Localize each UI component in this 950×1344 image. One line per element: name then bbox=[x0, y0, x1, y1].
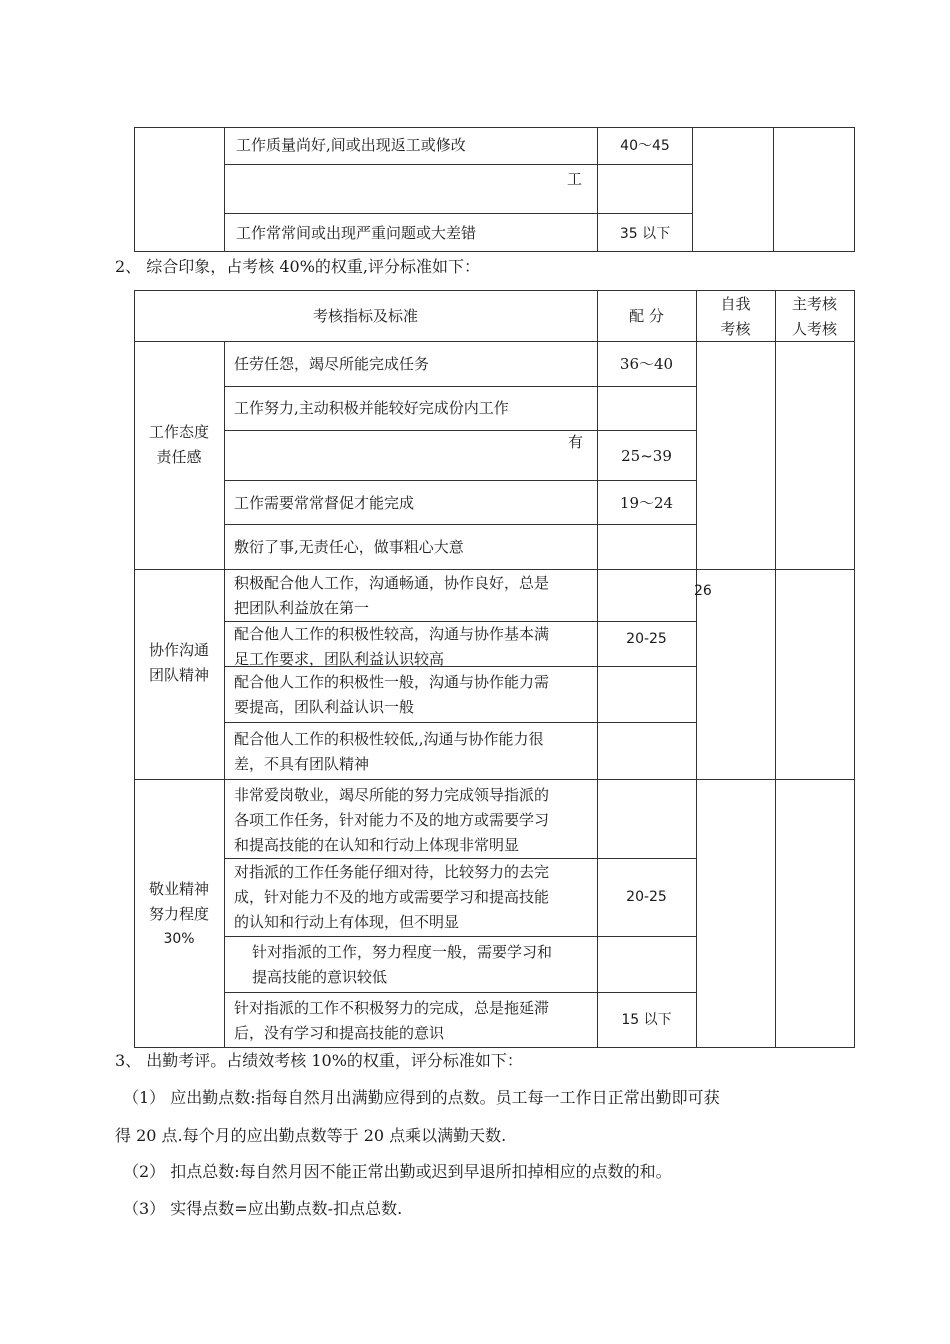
group-title-line2: 努力程度 bbox=[148, 905, 209, 923]
criterion-cell: 工作需要常常督促才能完成 bbox=[234, 494, 415, 512]
header-main-review bbox=[775, 292, 854, 342]
criterion-line: 配合他人工作的积极性一般，沟通与协作能力需 bbox=[234, 673, 550, 691]
criterion-cell bbox=[234, 670, 549, 720]
paragraph-1-line1: （1） 应出勤点数:指每自然月出满勤应得到的点数。员工每一工作日正常出勤即可获 bbox=[123, 1088, 720, 1107]
score-cell: 20-25 bbox=[626, 631, 667, 647]
table-cell: 工作质量尚好,间或出现返工或修改 bbox=[236, 136, 466, 154]
criterion-cell: 有 bbox=[568, 433, 584, 451]
criterion-line: 把团队利益放在第一 bbox=[234, 599, 370, 617]
header-criteria: 考核指标及标准 bbox=[312, 307, 418, 325]
criterion-cell bbox=[234, 860, 549, 935]
group-title-line3: 30% bbox=[163, 931, 195, 947]
criterion-line: 对指派的工作任务能仔细对待，比较努力的去完 bbox=[234, 863, 550, 881]
criterion-cell bbox=[234, 996, 549, 1046]
criterion-line: 和提高技能的在认知和行动上体现非常明显 bbox=[234, 836, 520, 854]
section-2-heading: 2、 综合印象，占考核 40%的权重,评分标准如下： bbox=[115, 257, 481, 276]
header-score: 配 分 bbox=[629, 307, 664, 325]
criterion-line: 配合他人工作的积极性较高，沟通与协作基本满 bbox=[234, 625, 550, 643]
criterion-line: 配合他人工作的积极性较低,,沟通与协作能力很 bbox=[234, 730, 544, 748]
criterion-cell bbox=[234, 727, 544, 777]
score-cell: 36～40 bbox=[619, 355, 674, 373]
score-cell: 35 以下 bbox=[619, 226, 671, 242]
criterion-line: 各项工作任务，针对能力不及的地方或需要学习 bbox=[234, 811, 550, 829]
score-cell: 40～45 bbox=[620, 138, 670, 154]
score-cell: 20-25 bbox=[626, 889, 667, 905]
criterion-line: 的认知和行动上有体现，但不明显 bbox=[234, 913, 460, 931]
paragraph-1-line2: 得 20 点.每个月的应出勤点数等于 20 点乘以满勤天数. bbox=[115, 1126, 507, 1145]
criterion-line: 针对指派的工作，努力程度一般，需要学习和 bbox=[252, 943, 553, 961]
score-cell: 25~39 bbox=[621, 447, 672, 465]
criterion-cell bbox=[234, 622, 549, 672]
group-title bbox=[134, 420, 224, 470]
header-self-review bbox=[696, 292, 775, 342]
paragraph-3: （3） 实得点数=应出勤点数-扣点总数. bbox=[123, 1199, 403, 1218]
group-title-line1: 协作沟通 bbox=[148, 641, 209, 659]
criterion-cell bbox=[252, 940, 552, 990]
group-title-line1: 敬业精神 bbox=[148, 880, 209, 898]
criterion-line: 积极配合他人工作，沟通畅通，协作良好，总是 bbox=[234, 574, 550, 592]
criterion-line: 提高技能的意识较低 bbox=[252, 968, 388, 986]
criterion-cell: 任劳任怨，竭尽所能完成任务 bbox=[234, 355, 430, 373]
group-title bbox=[134, 877, 224, 952]
group-title-line2: 责任感 bbox=[156, 448, 202, 466]
criterion-cell: 敷衍了事,无责任心，做事粗心大意 bbox=[234, 538, 464, 556]
group-title-line2: 团队精神 bbox=[148, 666, 209, 684]
score-cell: 19～24 bbox=[619, 494, 674, 512]
criterion-cell: 工作努力,主动积极并能较好完成份内工作 bbox=[234, 399, 509, 417]
group-title-line1: 工作态度 bbox=[148, 423, 209, 441]
paragraph-2: （2） 扣点总数:每自然月因不能正常出勤或迟到早退所扣掉相应的点数的和。 bbox=[123, 1162, 672, 1181]
group-title bbox=[134, 638, 224, 688]
table-cell: 工 bbox=[567, 170, 583, 188]
criterion-line: 非常爱岗敬业，竭尽所能的努力完成领导指派的 bbox=[234, 786, 550, 804]
criterion-cell bbox=[234, 571, 549, 621]
criterion-line: 成，针对能力不及的地方或需要学习和提高技能 bbox=[234, 888, 550, 906]
table-cell: 工作常常间或出现严重问题或大差错 bbox=[236, 224, 477, 242]
header-main-line2: 人考核 bbox=[791, 320, 837, 338]
stray-number: 26 bbox=[694, 583, 712, 599]
score-cell: 15 以下 bbox=[621, 1012, 672, 1028]
criterion-line: 后，没有学习和提高技能的意识 bbox=[234, 1024, 445, 1042]
criterion-cell bbox=[234, 783, 549, 858]
criterion-line: 要提高，团队利益认识一般 bbox=[234, 698, 415, 716]
criterion-line: 足工作要求，团队利益认识较高 bbox=[234, 650, 445, 668]
criterion-line: 差，不具有团队精神 bbox=[234, 755, 370, 773]
criterion-line: 针对指派的工作不积极努力的完成，总是拖延滞 bbox=[234, 999, 550, 1017]
header-self-line1: 自我 bbox=[720, 295, 751, 313]
section-3-heading: 3、 出勤考评。占绩效考核 10%的权重，评分标准如下： bbox=[115, 1051, 523, 1070]
header-main-line1: 主考核 bbox=[791, 295, 837, 313]
header-self-line2: 考核 bbox=[720, 320, 751, 338]
